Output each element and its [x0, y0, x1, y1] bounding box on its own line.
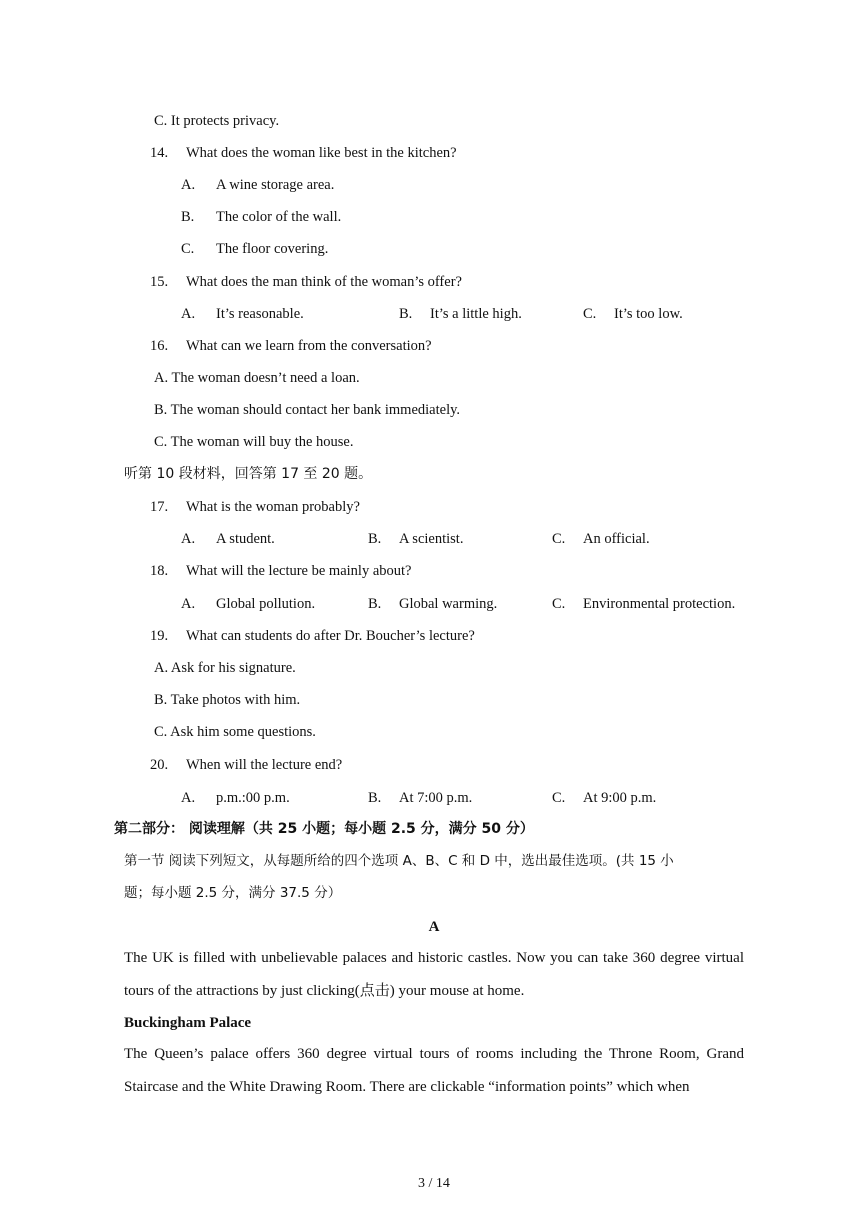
q13-option-c: C. It protects privacy. — [154, 113, 280, 129]
question-number: 14. — [150, 145, 169, 161]
q17-options — [0, 530, 868, 548]
q19-option-c: C. Ask him some questions. — [154, 724, 316, 740]
q18-option-a: A. Global pollution. — [181, 596, 316, 612]
question-text: When will the lecture end? — [186, 757, 343, 773]
q18-option-c: C. Environmental protection. — [552, 596, 736, 612]
q16-option-c: C. The woman will buy the house. — [154, 434, 354, 450]
question-number: 20. — [150, 757, 169, 773]
question-text: What does the woman like best in the kitchen? — [186, 145, 457, 161]
passage-body — [124, 1038, 744, 1103]
section-note: 听第 10 段材料，回答第 17 至 20 题。 — [124, 466, 373, 482]
q19-option-b: B. Take photos with him. — [154, 692, 301, 708]
q16-option-b: B. The woman should contact her bank immediately. — [154, 402, 461, 418]
question-text: What can students do after Dr. Boucher’s lecture? — [186, 628, 475, 644]
q20-option-b: B. At 7:00 p.m. — [368, 790, 473, 806]
passage-label: A — [428, 919, 440, 935]
q14-option-c: C. The floor covering. — [181, 241, 329, 257]
q17-option-c: C. An official. — [552, 531, 650, 547]
question-number: 19. — [150, 628, 169, 644]
q18-options — [0, 595, 868, 613]
q15-option-a: A. It’s reasonable. — [181, 306, 304, 322]
question-number: 18. — [150, 563, 169, 579]
body-text: The Queen’s palace offers 360 degree virtual tours of rooms including the Throne Room, Grand Staircase and the White Drawing Room. There are clickable “information points” which when — [124, 1046, 744, 1095]
part2-heading: 第二部分： 阅读理解（共 25 小题；每小题 2.5 分，满分 50 分） — [114, 821, 534, 837]
question-text: What will the lecture be mainly about? — [186, 563, 412, 579]
intro-text: The UK is filled with unbelievable palaces and historic castles. Now you can take 360 degree virtual tours of the attractions by just clicking(点击) your mouse at home. — [124, 950, 744, 999]
q15-options — [0, 305, 868, 323]
subheading-buckingham-palace: Buckingham Palace — [124, 1015, 252, 1031]
q15-option-b: B. It’s a little high. — [399, 306, 522, 322]
q20-option-a: A. p.m.:00 p.m. — [181, 790, 290, 806]
question-text: What can we learn from the conversation? — [186, 338, 432, 354]
question-text: What does the man think of the woman’s offer? — [186, 274, 462, 290]
q20-options — [0, 789, 868, 807]
question-number: 15. — [150, 274, 169, 290]
question-number: 16. — [150, 338, 169, 354]
q17-option-a: A. A student. — [181, 531, 275, 547]
q19-option-a: A. Ask for his signature. — [154, 660, 296, 676]
q20-option-c: C. At 9:00 p.m. — [552, 790, 657, 806]
q14-option-b: B. The color of the wall. — [181, 209, 342, 225]
section1-instruction-line1: 第一节 阅读下列短文，从每题所给的四个选项 A、B、C 和 D 中，选出最佳选项。(共 15 小 — [124, 853, 674, 869]
page-number: 3 / 14 — [418, 1176, 450, 1191]
section1-instruction-line2: 题；每小题 2.5 分，满分 37.5 分） — [124, 885, 342, 901]
q16-option-a: A. The woman doesn’t need a loan. — [154, 370, 360, 386]
q14-option-a: A. A wine storage area. — [181, 177, 335, 193]
q18-option-b: B. Global warming. — [368, 596, 498, 612]
question-number: 17. — [150, 499, 169, 515]
q17-option-b: B. A scientist. — [368, 531, 464, 547]
q15-option-c: C. It’s too low. — [583, 306, 683, 322]
question-text: What is the woman probably? — [186, 499, 360, 515]
passage-intro — [124, 942, 744, 1007]
